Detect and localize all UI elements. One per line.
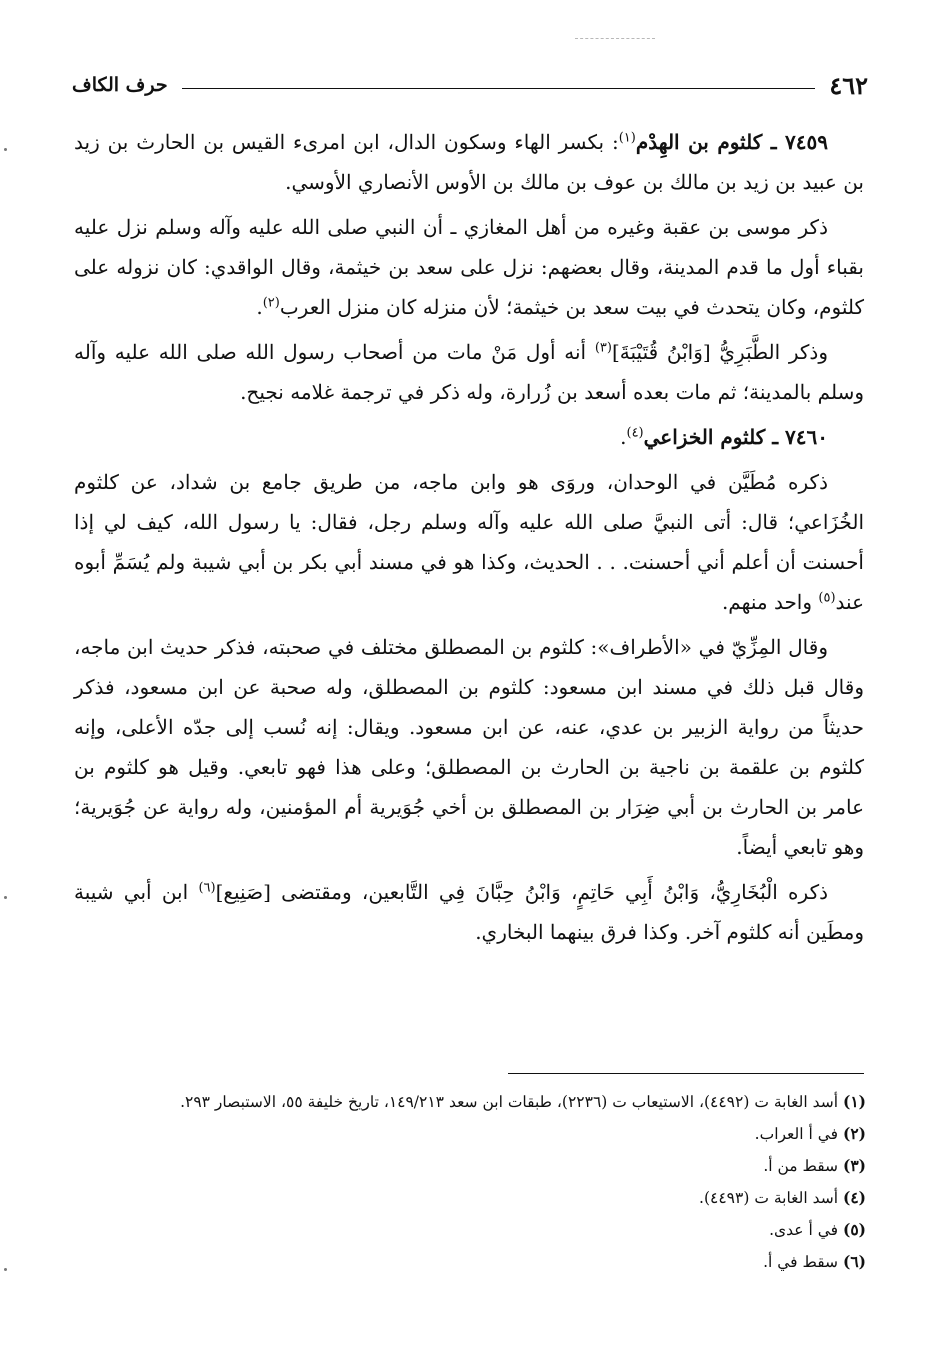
footnote-ref[interactable]: (٥): [818, 590, 836, 606]
main-text: [74, 122, 864, 957]
scan-artifact: [575, 38, 655, 39]
footnote-item: [74, 1150, 866, 1182]
entry-7459: [74, 122, 864, 202]
paragraph: [74, 332, 864, 412]
footnote-number: (١): [842, 1092, 866, 1111]
scan-speck: [4, 148, 7, 151]
footnote-ref[interactable]: (١): [618, 130, 636, 146]
paragraph-text: ذكره مُطَيَّن في الوحدان، وروَى هو وابن ماجه، من طريق جامع بن شداد، عن كلثوم الخُزَاعي؛ قال: أتى النبيَّ صلى الله عليه وآله وسلم رجل، فقال: يا رسول الله، كيف لي إذا أحسنت أن أعلم أني أحسنت. . . الحديث، وكذا هو في مسند أبي بكر بن أبي شيبة ولم يُسَمِّ أبوه عند: [74, 470, 864, 614]
footnote-ref[interactable]: (٢): [262, 295, 280, 311]
page-number: ٤٦٢: [829, 70, 868, 100]
footnote-text: أسد الغابة ت (٤٤٩٣).: [699, 1189, 839, 1207]
footnote-item: [74, 1118, 866, 1150]
footnote-number: (٦): [842, 1252, 866, 1271]
footnote-number: (٤): [842, 1188, 866, 1207]
entry-7460: [74, 417, 864, 457]
footnotes: [74, 1086, 866, 1278]
scan-speck: [4, 1268, 7, 1271]
paragraph-tail: ابن أبي شيبة ومطَين أنه كلثوم آخر. وكذا فرق بينهما البخاري.: [74, 880, 864, 944]
paragraph-tail: أنه أول مَنْ مات من أصحاب رسول الله صلى الله عليه وآله وسلم بالمدينة؛ ثم مات بعده أسعد بن زُرارة، وله ذكر في ترجمة غلامه نجيح.: [74, 340, 864, 404]
paragraph-text: ذكره الْبُخَارِيُّ، وَابْنُ أَبِي حَاتِمٍ، وَابْنُ حِبَّانَ فِي التَّابعين، ومقتضى [صَنِيع]: [215, 880, 828, 904]
paragraph: [74, 872, 864, 952]
footnote-number: (٢): [842, 1124, 866, 1143]
paragraph: [74, 627, 864, 867]
footnote-ref[interactable]: (٦): [198, 880, 216, 896]
running-title: حرف الكاف: [72, 74, 168, 96]
footnote-separator: [508, 1073, 864, 1074]
footnote-number: (٣): [842, 1156, 866, 1175]
footnote-item: [74, 1086, 866, 1118]
paragraph-text: وقال المِزِّيّ في «الأطراف»: كلثوم بن المصطلق مختلف في صحبته، فذكر حديث ابن ماجه، وقال قبل ذلك في مسند ابن مسعود: كلثوم بن المصطلق، وله صحبة عن ابن مسعود، فذكر حديثاً من رواية الزبير بن عدي، عنه، عن ابن مسعود. ويقال: إنه نُسب إلى جدّه الأعلى، وإنه كلثوم بن علقمة بن ناجية بن الحارث بن المصطلق؛ وعلى هذا فهو تابعي. وقيل هو كلثوم بن عامر بن الحارث بن أبي ضِرَار بن المصطلق بن أخي جُوَيرية أم المؤمنين، وله رواية عن جُوَيرية؛ وهو تابعي أيضاً.: [74, 635, 864, 859]
entry-text: : بكسر الهاء وسكون الدال، ابن امرىء القيس بن الحارث بن زيد بن عبيد بن زيد بن مالك بن عوف بن مالك بن الأوس الأنصاري الأوسي.: [74, 130, 864, 194]
entry-heading: ٧٤٦٠ ـ كلثوم الخزاعي: [643, 425, 828, 449]
footnote-item: [74, 1246, 866, 1278]
footnote-text: أسد الغابة ت (٤٤٩٢)، الاستيعاب ت (٢٢٣٦)، طبقات ابن سعد ١٤٩/٢١٣، تاريخ خليفة ٥٥، الاستبصار ٢٩٣.: [180, 1093, 839, 1111]
footnote-ref[interactable]: (٣): [594, 340, 612, 356]
footnote-text: سقط من أ.: [763, 1157, 839, 1175]
footnote-text: في أ العراب.: [754, 1125, 839, 1143]
paragraph: [74, 462, 864, 622]
footnote-item: [74, 1214, 866, 1246]
footnote-ref[interactable]: (٤): [626, 425, 644, 441]
paragraph-text: وذكر الطَّبَرِيُّ [وَابْنُ قُتَيْبَةَ]: [611, 340, 828, 364]
entry-heading: ٧٤٥٩ ـ كلثوم بن الهِدْم: [635, 130, 828, 154]
footnote-text: سقط في أ.: [763, 1253, 839, 1271]
paragraph: [74, 207, 864, 327]
page-header: [72, 68, 868, 102]
paragraph-tail: .: [256, 295, 263, 319]
scan-speck: [4, 896, 7, 899]
header-rule: [182, 88, 816, 89]
footnote-item: [74, 1182, 866, 1214]
entry-text: .: [620, 425, 627, 449]
footnote-number: (٥): [842, 1220, 866, 1239]
footnote-text: في أ عدى.: [769, 1221, 839, 1239]
paragraph-text: ذكر موسى بن عقبة وغيره من أهل المغازي ـ أن النبي صلى الله عليه وآله وسلم نزل عليه بقباء أول ما قدم المدينة، وقال بعضهم: نزل على سعد بن خيثمة، وقال الواقدي: كان نزوله على كلثوم، وكان يتحدث في بيت سعد بن خيثمة؛ لأن منزله كان منزل العرب: [74, 215, 864, 319]
paragraph-tail: واحد منهم.: [721, 590, 819, 614]
